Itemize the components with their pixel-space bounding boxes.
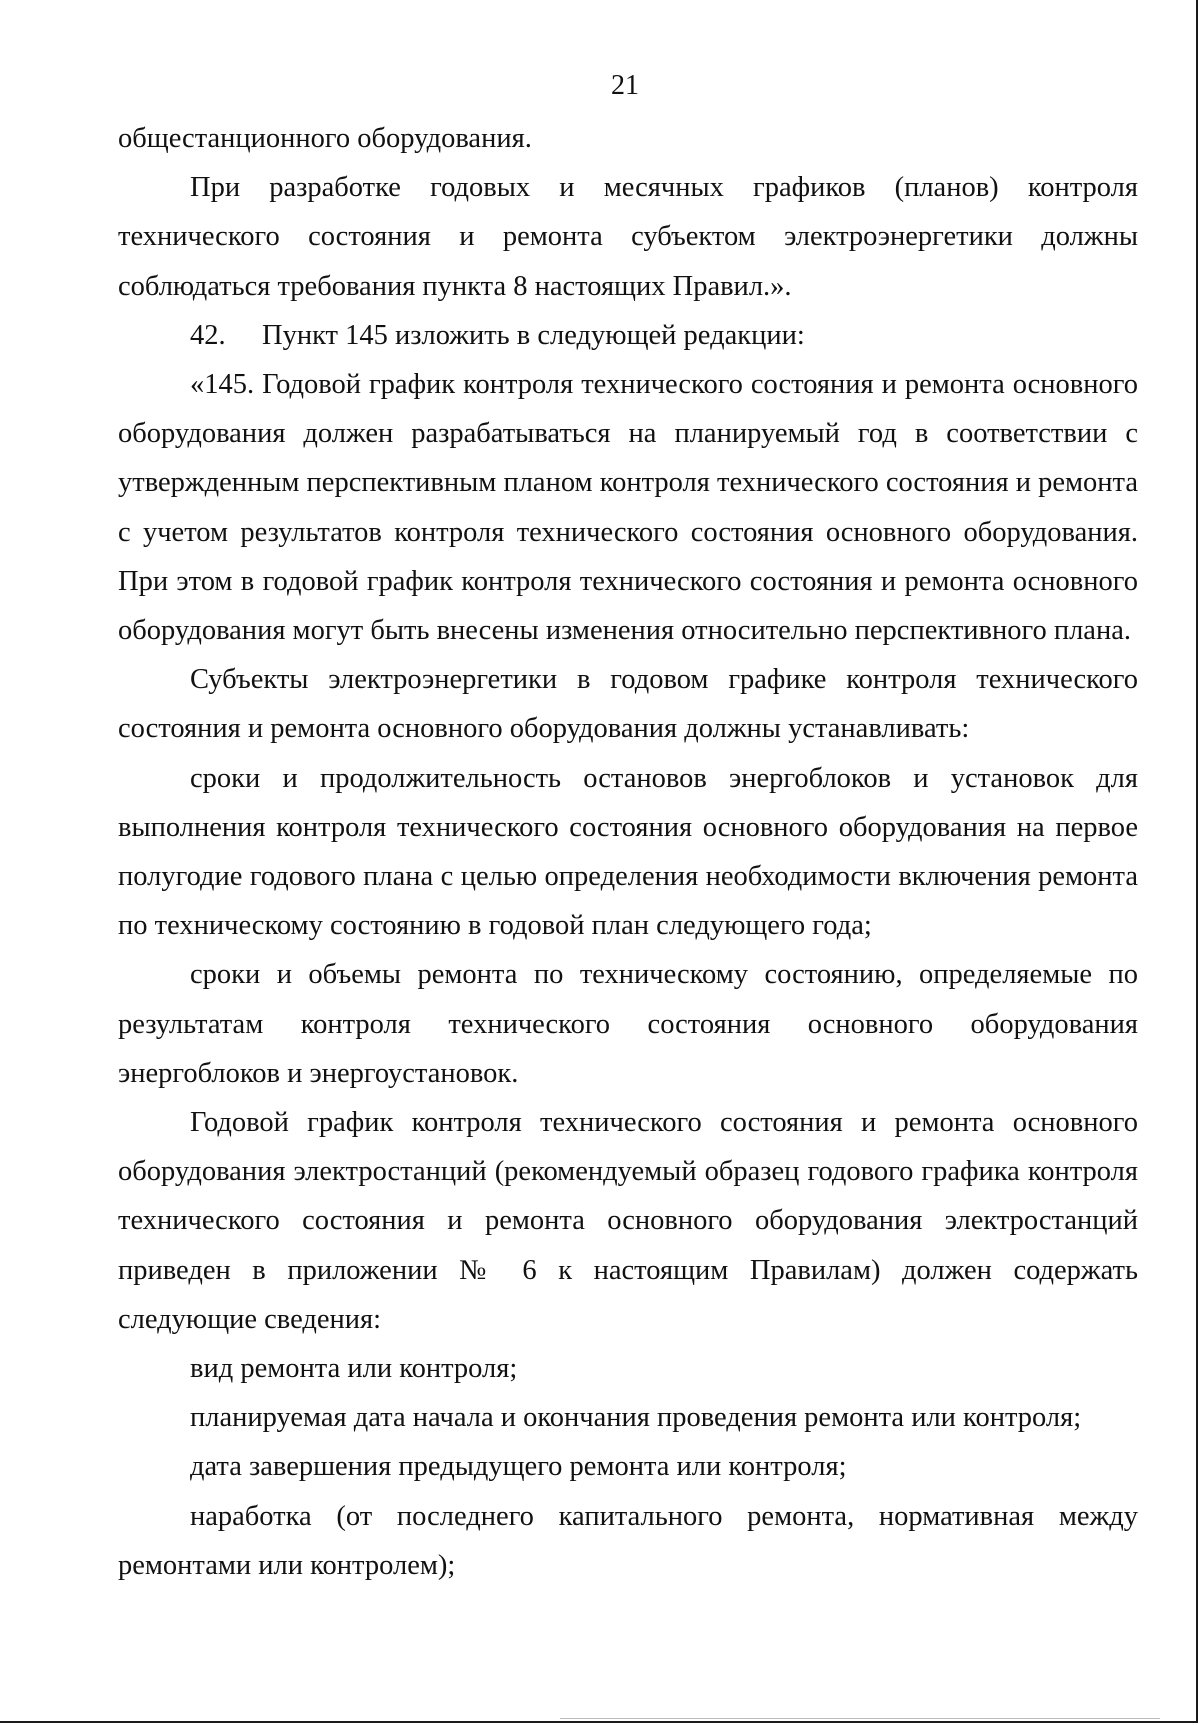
scan-bottom-edge — [560, 1718, 1160, 1719]
page-number: 21 — [611, 70, 639, 101]
paragraph-annual-schedule-content: Годовой график контроля технического состояния и ремонта основного оборудования электростанций (рекомендуемый образец годового графика контроля технического состояния и ремонта основного оборудования электростанций приведен в приложении № 6 к настоящим Правилам) должен содержать следующие сведения: — [118, 1107, 1138, 1335]
list-item-operating-time: наработка (от последнего капитального ремонта, нормативная между ремонтами или контролем); — [118, 1500, 1138, 1581]
paragraph-terms-duration: сроки и продолжительность остановов энергоблоков и установок для выполнения контроля технического состояния основного оборудования на первое полугодие годового плана с целью определения необходимости включения ремонта по техническому состоянию в годовой план следующего года; — [118, 762, 1138, 942]
paragraph-terms-volume: сроки и объемы ремонта по техническому состоянию, определяемые по результатам контроля технического состояния основного оборудования энергоблоков и энергоустановок. — [118, 959, 1138, 1089]
list-item-repair-type: вид ремонта или контроля; — [190, 1353, 518, 1385]
paragraph-subjects: Субъекты электроэнергетики в годовом графике контроля технического состояния и ремонта основного оборудования должны устанавливать: — [118, 664, 1138, 745]
paragraph-145: «145. Годовой график контроля технического состояния и ремонта основного оборудования должен разрабатываться на планируемый год в соответствии с утвержденным перспективным планом контроля технического состояния и ремонта с учетом результатов контроля технического состояния основного оборудования. При этом в годовой график контроля технического состояния и ремонта основного оборудования могут быть внесены изменения относительно перспективного плана. — [118, 369, 1138, 647]
list-item-planned-dates: планируемая дата начала и окончания проведения ремонта или контроля; — [190, 1402, 1082, 1434]
paragraph-schedule-requirements: При разработке годовых и месячных графиков (планов) контроля технического состояния и ремонта субъектом электроэнергетики должны соблюдаться требования пункта 8 настоящих Правил.». — [118, 172, 1138, 302]
item-42-text: Пункт 145 изложить в следующей редакции: — [262, 319, 805, 351]
item-number: 42. — [190, 319, 226, 351]
document-body — [118, 114, 1138, 1590]
list-item-previous-date: дата завершения предыдущего ремонта или контроля; — [190, 1451, 847, 1483]
paragraph-item-42 — [118, 311, 1138, 360]
paragraph-continuation: общестанционного оборудования. — [118, 123, 532, 154]
